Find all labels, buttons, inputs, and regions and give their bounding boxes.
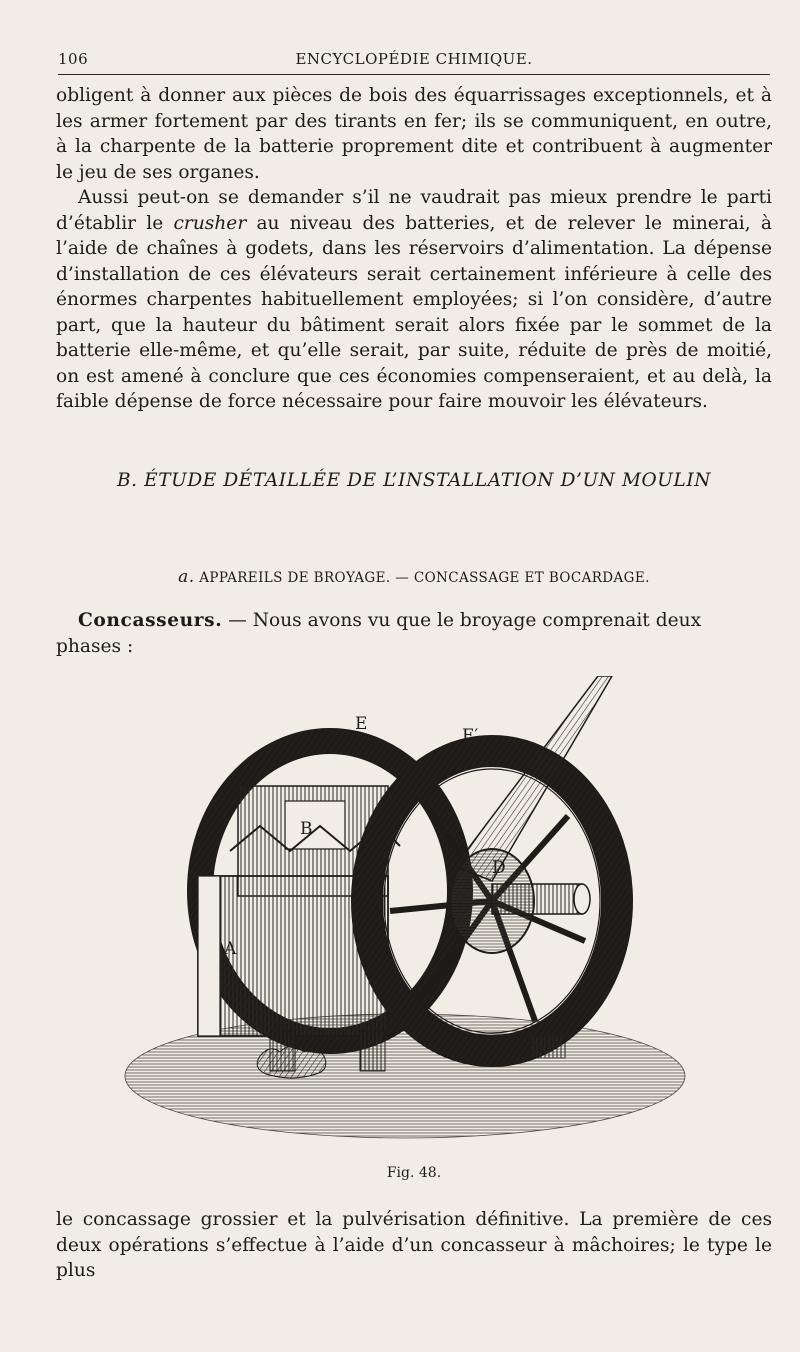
concasseurs-paragraph [56, 608, 772, 659]
figure-caption: Fig. 48. [386, 1165, 442, 1181]
running-title: ENCYCLOPÉDIE CHIMIQUE. [295, 50, 533, 68]
label-e: E [355, 714, 368, 734]
concasseurs-heading: Concasseurs. [78, 610, 223, 631]
label-b: B [300, 819, 313, 839]
paragraph-2-crusher: crusher [173, 212, 247, 234]
paragraph-3: le concassage grossier et la pulvérisation définitive. La première de ces deux opérations s’effectue à l’aide d’un concasseur à mâchoires; le type le plus [56, 1209, 772, 1281]
label-e-prime: E′ [462, 726, 479, 746]
label-d: D [492, 858, 506, 878]
paragraph-2 [56, 185, 772, 415]
subsection-title: APPAREILS DE BROYAGE. — CONCASSAGE ET BOCARDAGE. [199, 570, 650, 586]
running-header [58, 46, 770, 75]
subsection-heading [56, 567, 772, 587]
base-foot [530, 1036, 565, 1058]
concasseurs-text: — Nous avons vu que le broyage comprenait deux phases : [56, 610, 702, 657]
subsection-letter: a. [178, 567, 195, 587]
paragraph-1: obligent à donner aux pièces de bois des équarrissages exceptionnels, et à les armer fortement par des tirants en fer; ils se communiquent, en outre, à la charpente de la batterie proprement dite et contribuent à augmenter le jeu de ses organes. [56, 85, 772, 183]
crusher-engraving [120, 676, 700, 1146]
label-a: A [224, 939, 237, 959]
section-heading: B. ÉTUDE DÉTAILLÉE DE L’INSTALLATION D’UN MOULIN [116, 470, 712, 491]
paragraph-2-start: Aussi peut-on se demander s’il ne vaudrait pas mieux prendre le parti d’établir le [56, 187, 772, 234]
page-number: 106 [58, 50, 89, 68]
paragraph-2-end: au niveau des batteries, et de relever le minerai, à l’aide de chaînes à godets, dans les réservoirs d’alimentation. La dépense d’installation de ces élévateurs serait certainement inférieure à celle des énormes charpentes habituellement employées; si l’on considère, d’autre part, que la hauteur du bâtiment serait alors fixée par le sommet de la batterie elle-même, et qu’elle serait, par suite, réduite de près de moitié, on est amené à conclure que ces économies compenseraient, et au delà, la faible dépense de force nécessaire pour faire mouvoir les élévateurs. [56, 212, 772, 412]
